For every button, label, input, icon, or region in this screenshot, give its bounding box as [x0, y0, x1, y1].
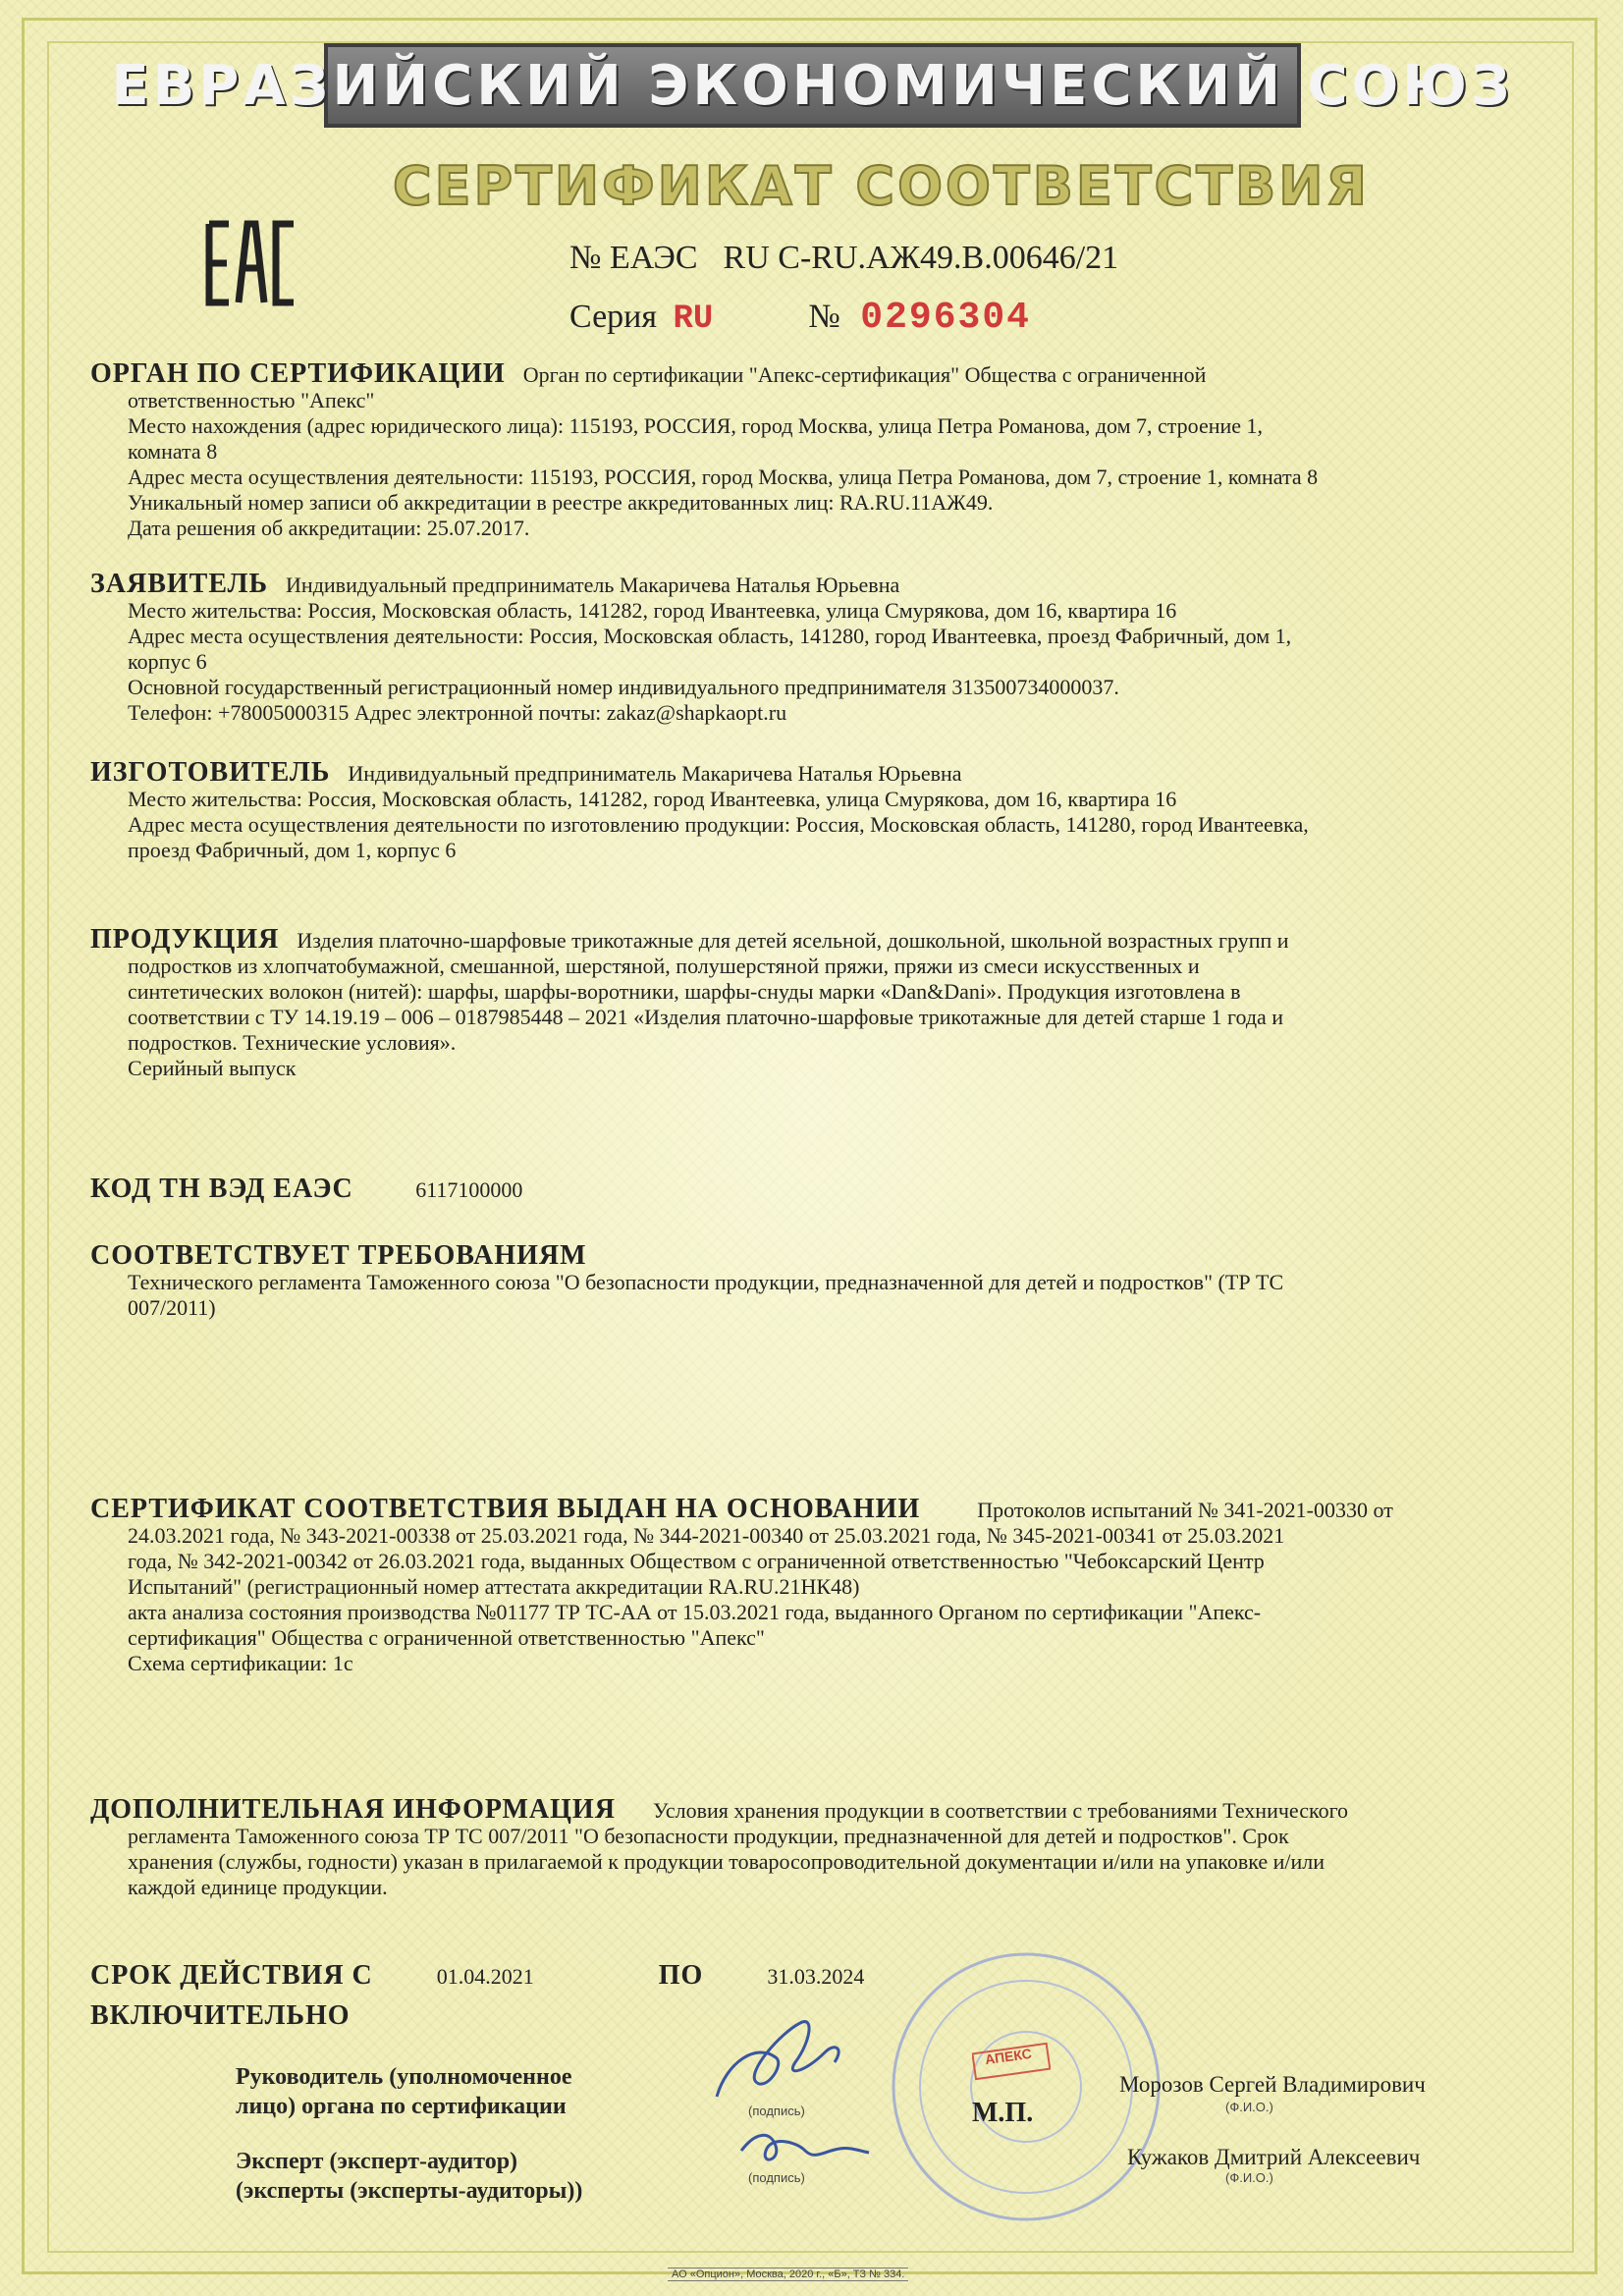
applicant-heading: ЗАЯВИТЕЛЬ	[90, 569, 269, 599]
requirements-section	[90, 1240, 1514, 1321]
additional-info-section	[90, 1794, 1514, 1900]
tn-ved-heading: КОД ТН ВЭД ЕАЭС	[90, 1174, 353, 1204]
stamp-text: АПЕКС	[984, 2045, 1033, 2068]
print-info: АО «Опцион», Москва, 2020 г., «Б», ТЗ № 334.	[668, 2268, 908, 2281]
union-banner	[111, 43, 1514, 128]
basis-line: акта анализа состояния производства №01177 ТР ТС-АА от 15.03.2021 года, выданного Органом по сертификации "Апекс-	[128, 1600, 1262, 1624]
additional-info-line: регламента Таможенного союза ТР ТС 007/2011 "О безопасности продукции, предназначенной для детей и подростков". Срок	[128, 1824, 1289, 1848]
tn-ved-section	[90, 1176, 1514, 1203]
product-line: Серийный выпуск	[128, 1056, 297, 1080]
expert-fio-caption: (Ф.И.О.)	[1225, 2170, 1273, 2185]
eac-logo	[201, 214, 299, 312]
head-signatory-name: Морозов Сергей Владимирович	[1119, 2072, 1426, 2097]
applicant-line: Индивидуальный предприниматель Макаричева Наталья Юрьевна	[286, 573, 900, 597]
certification-body-section	[90, 358, 1514, 541]
certification-body-line: Дата решения об аккредитации: 25.07.2017.	[128, 516, 530, 540]
additional-info-line: хранения (службы, годности) указан в прилагаемой к продукции товаросопроводительной документации и/или на упаковке и/или	[128, 1849, 1325, 1874]
manufacturer-line: Место жительства: Россия, Московская область, 141282, город Ивантеевка, улица Смурякова, дом 16, квартира 16	[128, 787, 1177, 811]
product-line: соответствии с ТУ 14.19.19 – 006 – 0187985448 – 2021 «Изделия платочно-шарфовые трикотажные для детей старше 1 года и	[128, 1005, 1284, 1029]
certification-body-line: Орган по сертификации "Апекс-сертификация" Общества с ограниченной	[522, 362, 1207, 387]
applicant-section	[90, 569, 1514, 726]
series-number-label: №	[808, 299, 840, 335]
requirements-line: 007/2011)	[128, 1295, 216, 1320]
applicant-line: Место жительства: Россия, Московская область, 141282, город Ивантеевка, улица Смурякова, дом 16, квартира 16	[128, 598, 1177, 623]
number-prefix: № ЕАЭС	[569, 240, 698, 276]
product-line: синтетических волокон (нитей): шарфы, шарфы-воротники, шарфы-снуды марки «Dan&Dani». Продукция изготовлена в	[128, 979, 1241, 1004]
union-banner-text: ЕВРАЗИЙСКИЙ ЭКОНОМИЧЕСКИЙ СОЮЗ	[111, 53, 1514, 118]
basis-line: Испытаний" (регистрационный номер аттестата аккредитации RA.RU.21НК48)	[128, 1574, 860, 1599]
stamp-place-label: М.П.	[972, 2098, 1034, 2128]
applicant-line: Телефон: +78005000315 Адрес электронной почты: zakaz@shapkaopt.ru	[128, 700, 787, 725]
basis-heading: СЕРТИФИКАТ СООТВЕТСТВИЯ ВЫДАН НА ОСНОВАНИИ	[90, 1494, 921, 1524]
basis-line: Схема сертификации: 1с	[128, 1651, 353, 1675]
manufacturer-line: проезд Фабричный, дом 1, корпус 6	[128, 838, 457, 862]
additional-info-line: каждой единице продукции.	[128, 1875, 388, 1899]
basis-line: года, № 342-2021-00342 от 26.03.2021 года, выданных Обществом с ограниченной ответственностью "Чебоксарский Центр	[128, 1549, 1265, 1573]
applicant-line: корпус 6	[128, 649, 207, 674]
basis-section	[90, 1494, 1514, 1676]
expert-signatory-name: Кужаков Дмитрий Алексеевич	[1127, 2145, 1421, 2169]
certification-body-line: ответственностью "Апекс"	[128, 388, 375, 412]
applicant-line: Основной государственный регистрационный номер индивидуального предпринимателя 313500734000037.	[128, 675, 1119, 699]
product-line: подростков. Технические условия».	[128, 1030, 457, 1055]
additional-info-line: Условия хранения продукции в соответствии с требованиями Технического	[652, 1798, 1349, 1823]
basis-line: Протоколов испытаний № 341-2021-00330 от	[977, 1498, 1393, 1522]
product-line: подростков из хлопчатобумажной, смешанной, шерстяной, полушерстяной пряжи, пряжи из смеси искусственных и	[128, 954, 1200, 978]
validity-from-label: СРОК ДЕЙСТВИЯ С	[90, 1960, 373, 1991]
manufacturer-section	[90, 757, 1514, 863]
validity-inclusive-label: ВКЛЮЧИТЕЛЬНО	[90, 2000, 351, 2031]
requirements-line: Технического регламента Таможенного союза "О безопасности продукции, предназначенной для детей и подростков" (ТР ТС	[128, 1270, 1284, 1294]
certification-body-line: Уникальный номер записи об аккредитации в реестре аккредитованных лиц: RA.RU.11АЖ49.	[128, 490, 994, 515]
validity-date-to: 31.03.2024	[767, 1964, 865, 1989]
certificate-number-line	[569, 240, 1118, 277]
product-heading: ПРОДУКЦИЯ	[90, 924, 280, 955]
validity-date-from: 01.04.2021	[436, 1964, 534, 1989]
basis-line: 24.03.2021 года, № 343-2021-00338 от 25.03.2021 года, № 344-2021-00340 от 25.03.2021 года, № 345-2021-00341 от 25.03.2021	[128, 1523, 1285, 1548]
certificate-number: RU C-RU.АЖ49.В.00646/21	[723, 240, 1119, 276]
manufacturer-heading: ИЗГОТОВИТЕЛЬ	[90, 757, 331, 788]
expert-signature-caption: (подпись)	[748, 2170, 805, 2185]
certification-body-line: комната 8	[128, 439, 218, 464]
series-number: 0296304	[860, 297, 1031, 339]
additional-info-heading: ДОПОЛНИТЕЛЬНАЯ ИНФОРМАЦИЯ	[90, 1794, 616, 1825]
tn-ved-code: 6117100000	[415, 1177, 523, 1202]
certification-body-heading: ОРГАН ПО СЕРТИФИКАЦИИ	[90, 358, 506, 389]
head-signatory-label: Руководитель (уполномоченное лицо) органа по сертификации	[236, 2064, 572, 2119]
manufacturer-line: Индивидуальный предприниматель Макаричева Наталья Юрьевна	[348, 761, 962, 786]
requirements-heading: СООТВЕТСТВУЕТ ТРЕБОВАНИЯМ	[90, 1240, 587, 1271]
head-signature-caption: (подпись)	[748, 2104, 805, 2118]
certification-body-line: Адрес места осуществления деятельности: 115193, РОССИЯ, город Москва, улица Петра Романова, дом 7, строение 1, комната 8	[128, 465, 1319, 489]
expert-signatory-label: Эксперт (эксперт-аудитор) (эксперты (эксперты-аудиторы))	[236, 2149, 583, 2204]
certification-body-line: Место нахождения (адрес юридического лица): 115193, РОССИЯ, город Москва, улица Петра Романова, дом 7, строение 1,	[128, 413, 1264, 438]
product-line: Изделия платочно-шарфовые трикотажные для детей ясельной, дошкольной, школьной возрастных групп и	[297, 928, 1289, 953]
series-label: Серия	[569, 299, 658, 335]
validity-to-label: ПО	[658, 1960, 704, 1991]
series-line	[569, 297, 1031, 339]
manufacturer-line: Адрес места осуществления деятельности по изготовлению продукции: Россия, Московская область, 141280, город Ивантеевка,	[128, 812, 1309, 837]
certificate-title: СЕРТИФИКАТ СООТВЕТСТВИЯ	[393, 155, 1370, 217]
applicant-line: Адрес места осуществления деятельности: Россия, Московская область, 141280, город Ивантеевка, проезд Фабричный, дом 1,	[128, 624, 1292, 648]
series-value: RU	[673, 301, 714, 338]
basis-line: сертификация" Общества с ограниченной ответственностью "Апекс"	[128, 1625, 765, 1650]
product-section	[90, 924, 1514, 1081]
head-fio-caption: (Ф.И.О.)	[1225, 2100, 1273, 2114]
